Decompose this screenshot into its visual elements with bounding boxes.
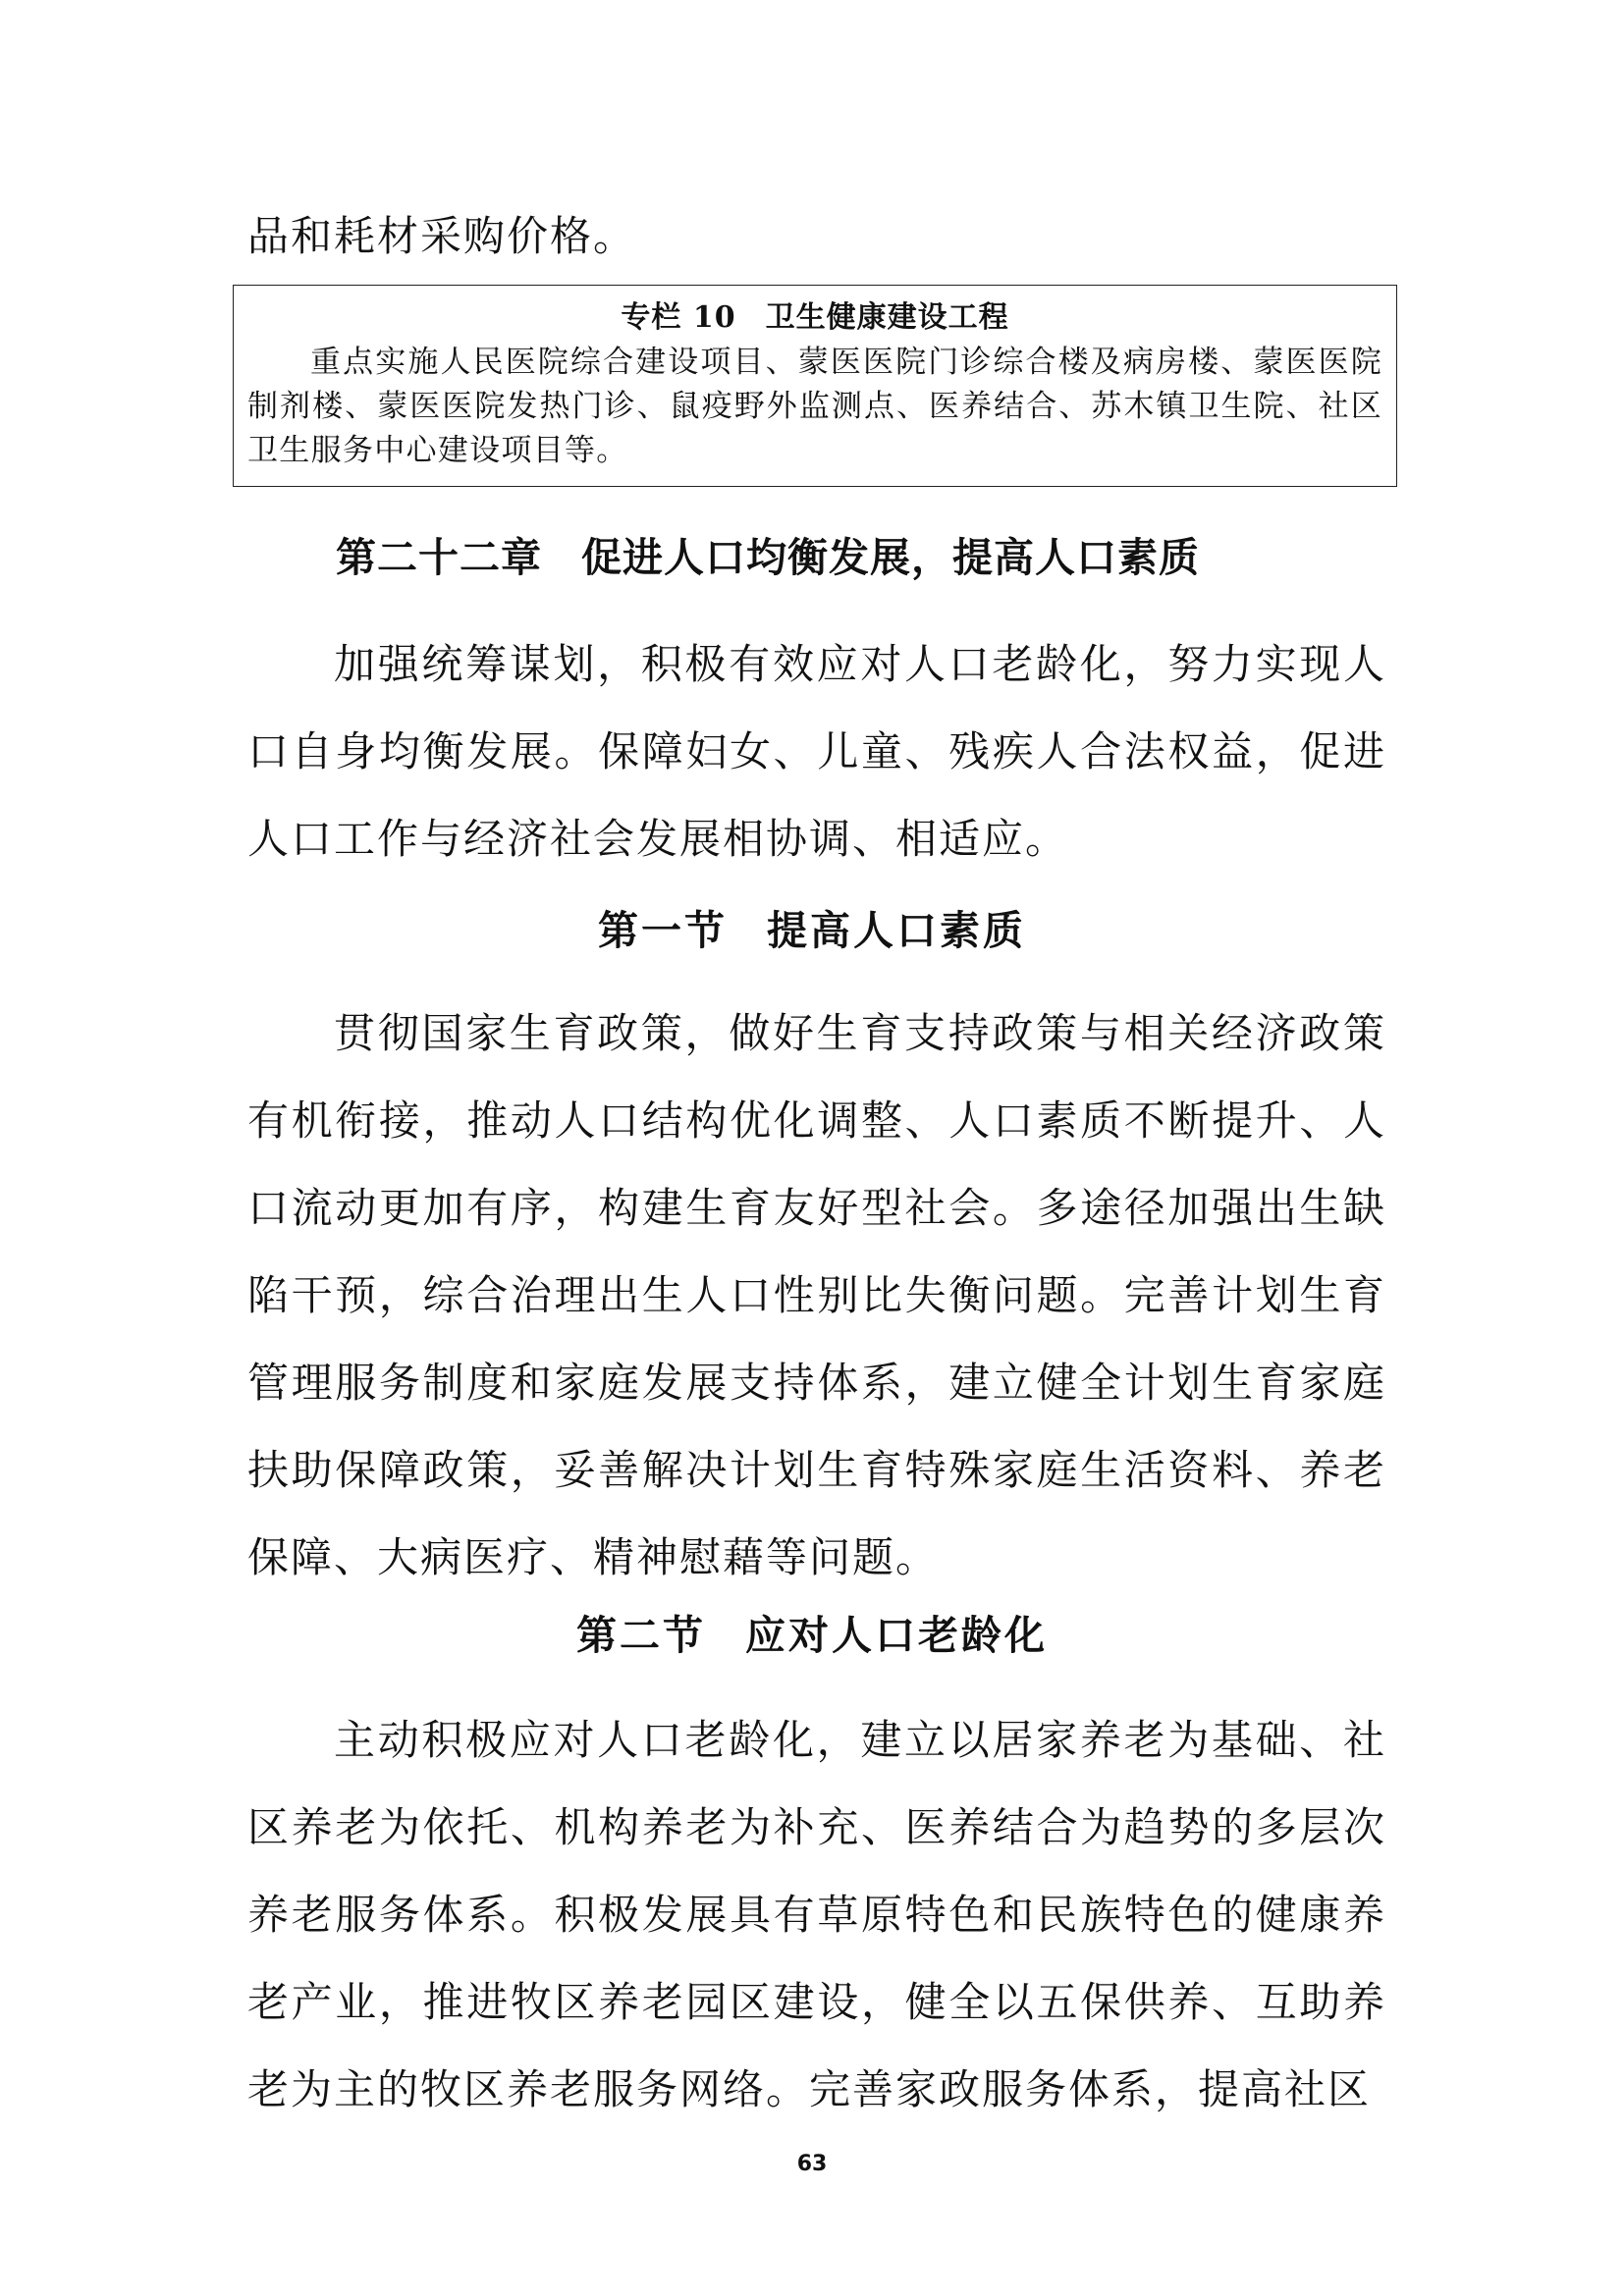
- section-2-title: 应对人口老龄化: [745, 1612, 1048, 1659]
- special-column-label: 专栏 10: [621, 300, 736, 335]
- section-1-heading: [0, 891, 1624, 970]
- special-column-heading: [247, 297, 1382, 339]
- section-2-heading: [0, 1596, 1624, 1675]
- section-1-number: 第一节: [598, 907, 728, 954]
- continuation-paragraph: 品和耗材采购价格。: [247, 212, 637, 260]
- page-number: 63: [796, 2152, 828, 2176]
- chapter-heading: [336, 518, 1200, 597]
- chapter-title: 促进人口均衡发展，提高人口素质: [581, 534, 1200, 581]
- special-column-text: 重点实施人民医院综合建设项目、蒙医医院门诊综合楼及病房楼、蒙医医院制剂楼、蒙医医院发热门诊、鼠疫野外监测点、医养结合、苏木镇卫生院、社区卫生服务中心建设项目等。: [247, 345, 1382, 468]
- chapter-intro-paragraph: 加强统筹谋划，积极有效应对人口老龄化，努力实现人口自身均衡发展。保障妇女、儿童、残疾人合法权益，促进人口工作与经济社会发展相协调、相适应。: [247, 640, 1386, 863]
- section-2-paragraph: 主动积极应对人口老龄化，建立以居家养老为基础、社区养老为依托、机构养老为补充、医养结合为趋势的多层次养老服务体系。积极发展具有草原特色和民族特色的健康养老产业，推进牧区养老园区建设，健全以五保供养、互助养老为主的牧区养老服务网络。完善家政服务体系，提高社区: [247, 1716, 1386, 2113]
- special-column-title: 卫生健康建设工程: [765, 300, 1009, 335]
- section-1-paragraph: 贯彻国家生育政策，做好生育支持政策与相关经济政策有机衔接，推动人口结构优化调整、人口素质不断提升、人口流动更加有序，构建生育友好型社会。多途径加强出生缺陷干预，综合治理出生人口性别比失衡问题。完善计划生育管理服务制度和家庭发展支持体系，建立健全计划生育家庭扶助保障政策，妥善解决计划生育特殊家庭生活资料、养老保障、大病医疗、精神慰藉等问题。: [247, 1009, 1386, 1581]
- section-1-title: 提高人口素质: [767, 907, 1026, 954]
- special-column-box: [233, 285, 1397, 487]
- section-2-number: 第二节: [576, 1612, 706, 1659]
- chapter-number: 第二十二章: [336, 534, 542, 581]
